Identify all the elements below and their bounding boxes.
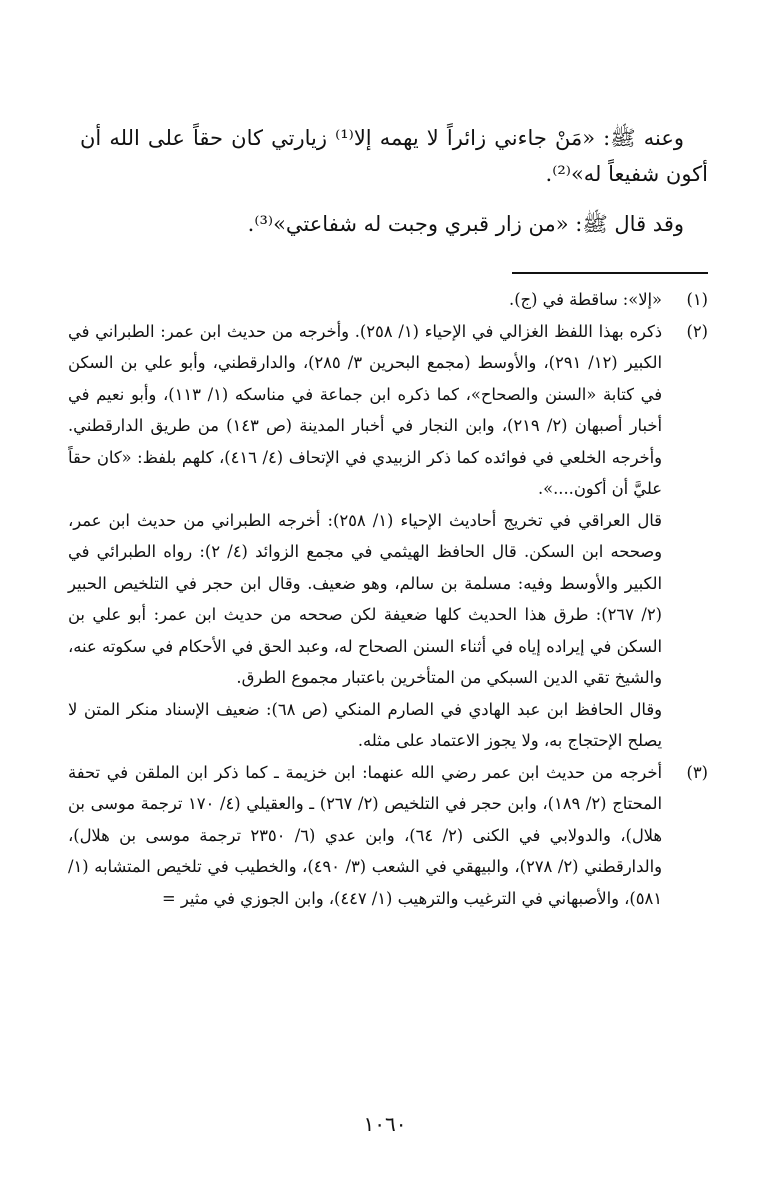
footnote-paragraph: وقال الحافظ ابن عبد الهادي في الصارم المنكي (ص ٦٨): ضعيف الإسناد منكر المتن لا يصلح الإحتجاج به، ولا يجوز الاعتماد على مثله. [68, 699, 662, 750]
main-text [80, 120, 708, 242]
footnote-paragraph: «إلا»: ساقطة في (ج). [509, 290, 662, 309]
footnote-number: (٣) [686, 762, 708, 782]
footnote-paragraph: ذكره بهذا اللفظ الغزالي في الإحياء (١/ ٢٥٨). وأخرجه من حديث ابن عمر: الطبراني في الكبير (١٢/ ٢٩١)، والأوسط (مجمع البحرين ٣/ ٢٨٥)، والدارقطني، وأبو علي بن السكن في كتابة «السنن والصحاح»، كما ذكره ابن جماعة في مناسكه (١/ ١١٣)، وأبو نعيم في أخبار أصبهان (٢/ ٢١٩)، وابن النجار في أخبار المدينة (ص ١٤٣) من طريق الدارقطني. وأخرجه الخلعي في فوائده كما ذكر الزبيدي في الإتحاف (٤/ ٤١٦)، كلهم بلفظ: «كان حقاً عليَّ أن أكون....». [68, 321, 663, 498]
footnote-3 [68, 757, 708, 915]
footnote-number: (١) [686, 290, 708, 309]
footnote-paragraph: قال العراقي في تخريج أحاديث الإحياء (١/ ٢٥٨): أخرجه الطبراني من حديث ابن عمر، وصححه ابن السكن. قال الحافظ الهيثمي في مجمع الزوائد (٤/ ٢): رواه الطبرائي في الكبير والأوسط وفيه: مسلمة بن سالم، وهو ضعيف. وقال ابن حجر في التلخيص الحبير (٢/ ٢٦٧): طرق هذا الحديث كلها ضعيفة لكن صححه من حديث ابن عمر: أبو علي بن السكن في إيراده إياه في أثناء السنن الصحاح له، وعبد الحق في الأحكام في سكوته عنه، والشيخ تقي الدين السبكي من المتأخرين باعتبار مجموع الطرق. [68, 510, 662, 687]
main-paragraph-1: وعنه ﷺ: «مَنْ جاءني زائراً لا يهمه إلا⁽¹⁾ زيارتي كان حقاً على الله أن أكون شفيعاً له»⁽²⁾. [80, 126, 708, 186]
footnote-separator [512, 272, 708, 274]
footnote-paragraph: أخرجه من حديث ابن عمر رضي الله عنهما: ابن خزيمة ـ كما ذكر ابن الملقن في تحفة المحتاج (٢/ ١٨٩)، وابن حجر في التلخيص (٢/ ٢٦٧) ـ والعقيلي (٤/ ١٧٠ ترجمة موسى بن هلال)، والدولابي في الكنى (٢/ ٦٤)، وابن عدي (٦/ ٢٣٥٠ ترجمة موسى بن هلال)، والدارقطني (٢/ ٢٧٨)، والبيهقي في الشعب (٣/ ٤٩٠)، والخطيب في تلخيص المتشابه (١/ ٥٨١)، والأصبهاني في الترغيب والترهيب (١/ ٤٤٧)، وابن الجوزي في مثير = [68, 762, 662, 908]
footnotes [68, 284, 708, 914]
footnote-1 [68, 284, 708, 316]
footnote-2 [68, 316, 708, 757]
main-paragraph-2: وقد قال ﷺ: «من زار قبري وجبت له شفاعتي»⁽³⁾. [247, 212, 684, 236]
footnote-number: (٢) [686, 321, 708, 341]
page-number: ١٠٦٠ [363, 1112, 407, 1136]
